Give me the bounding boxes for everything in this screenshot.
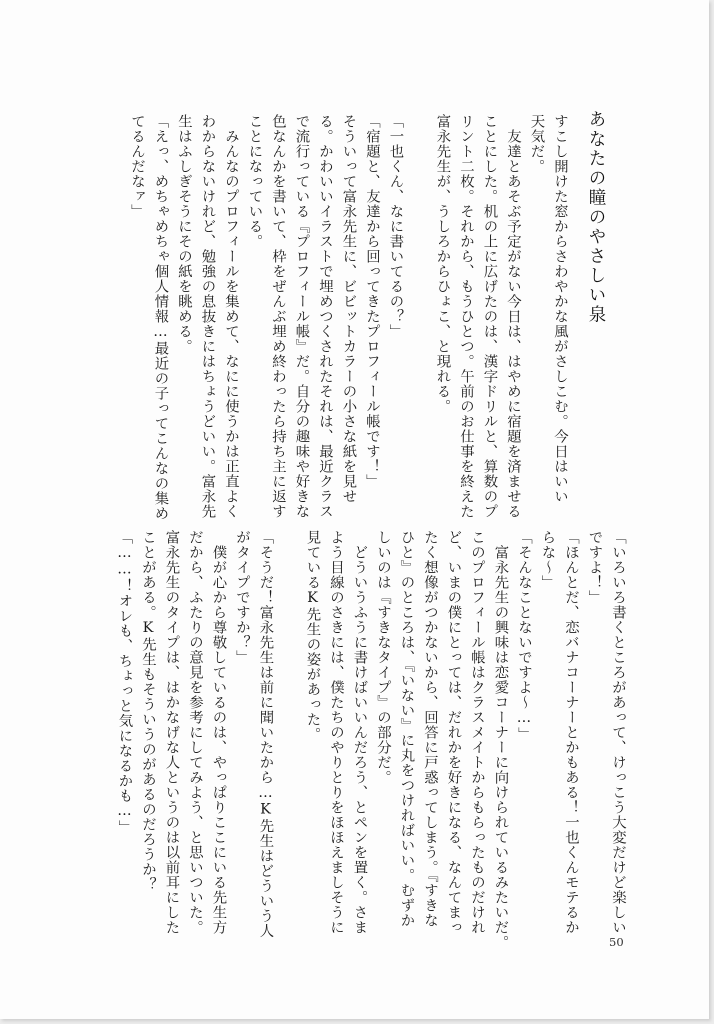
chapter-title: あなたの瞳のやさしい泉 <box>586 110 606 325</box>
body-text-upper: すこし開けた窓からさわやかな風がさしこむ。今日はいい 天気だ。 友達とあそぶ予定がない今日は、はやめに宿題を済ませる ことにした。机の上に広げたのは、漢字ドリルと、算数のプ リント二枚。それから、もうひとつ。午前のお仕事を終えた 富永先生が、うしろからひょこ、と現れる。 「一也くん、なに書いてるの？」 「宿題と、友達から回ってきたプロフィール帳です！」 そういって富永先生に、ビビットカラーの小さな紙を見せ る。かわいいイラストで埋めつくされたそれは、最近クラス で流行っている『プロフィール帳』だ。自分の趣味や好きな 色なんかを書いて、枠をぜんぶ埋め終わったら持ち主に返す ことになっている。 みんなのプロフィールを集めて、なにに使うかは正直よく わからないけれど、勉強の息抜きにはちょうどいい。富永先 生はふしぎそうにその紙を眺める。 「えっ、めちゃめちゃ個人情報…最近の子ってこんなの集め てるんだなァ」 <box>129 114 568 521</box>
body-text-lower: 「いろいろ書くところがあって、けっこう大変だけど楽しい ですよ！」 「ほんとだ、恋バナコーナーとかもある！一也くんモテるか らな～」 「そんなことないですよ～…」 富永先生の興味は恋愛コーナーに向けられているみたいだ。 このプロフィール帳はクラスメイトからもらったものだけれ ど、いまの僕にとっては、だれかを好きになる、なんてまっ たく想像がつかないから、回答に戸惑ってしまう。『すきな ひと』のところは、『いない』に丸をつければいい。むずか しいのは『すきなタイプ』の部分だ。 どういうふうに書けばいいんだろう、とペンを置く。さま よう目線のさきには、僕たちのやりとりをほほえましそうに 見ているK先生の姿があった。 「そうだ！富永先生は前に聞いたから…K先生はどういう人 がタイプですか？」 僕が心から尊敬しているのは、やっぱりここにいる先生方 だから、ふたりの意見を参考にしてみよう、と思いついた。 富永先生のタイプは、はかなげな人というのは以前耳にした ことがある。K先生もそういうのがあるのだろうか？ 「……！オレも、ちょっと気になるかも…」 <box>116 530 626 950</box>
page-number: 50 <box>609 935 624 949</box>
